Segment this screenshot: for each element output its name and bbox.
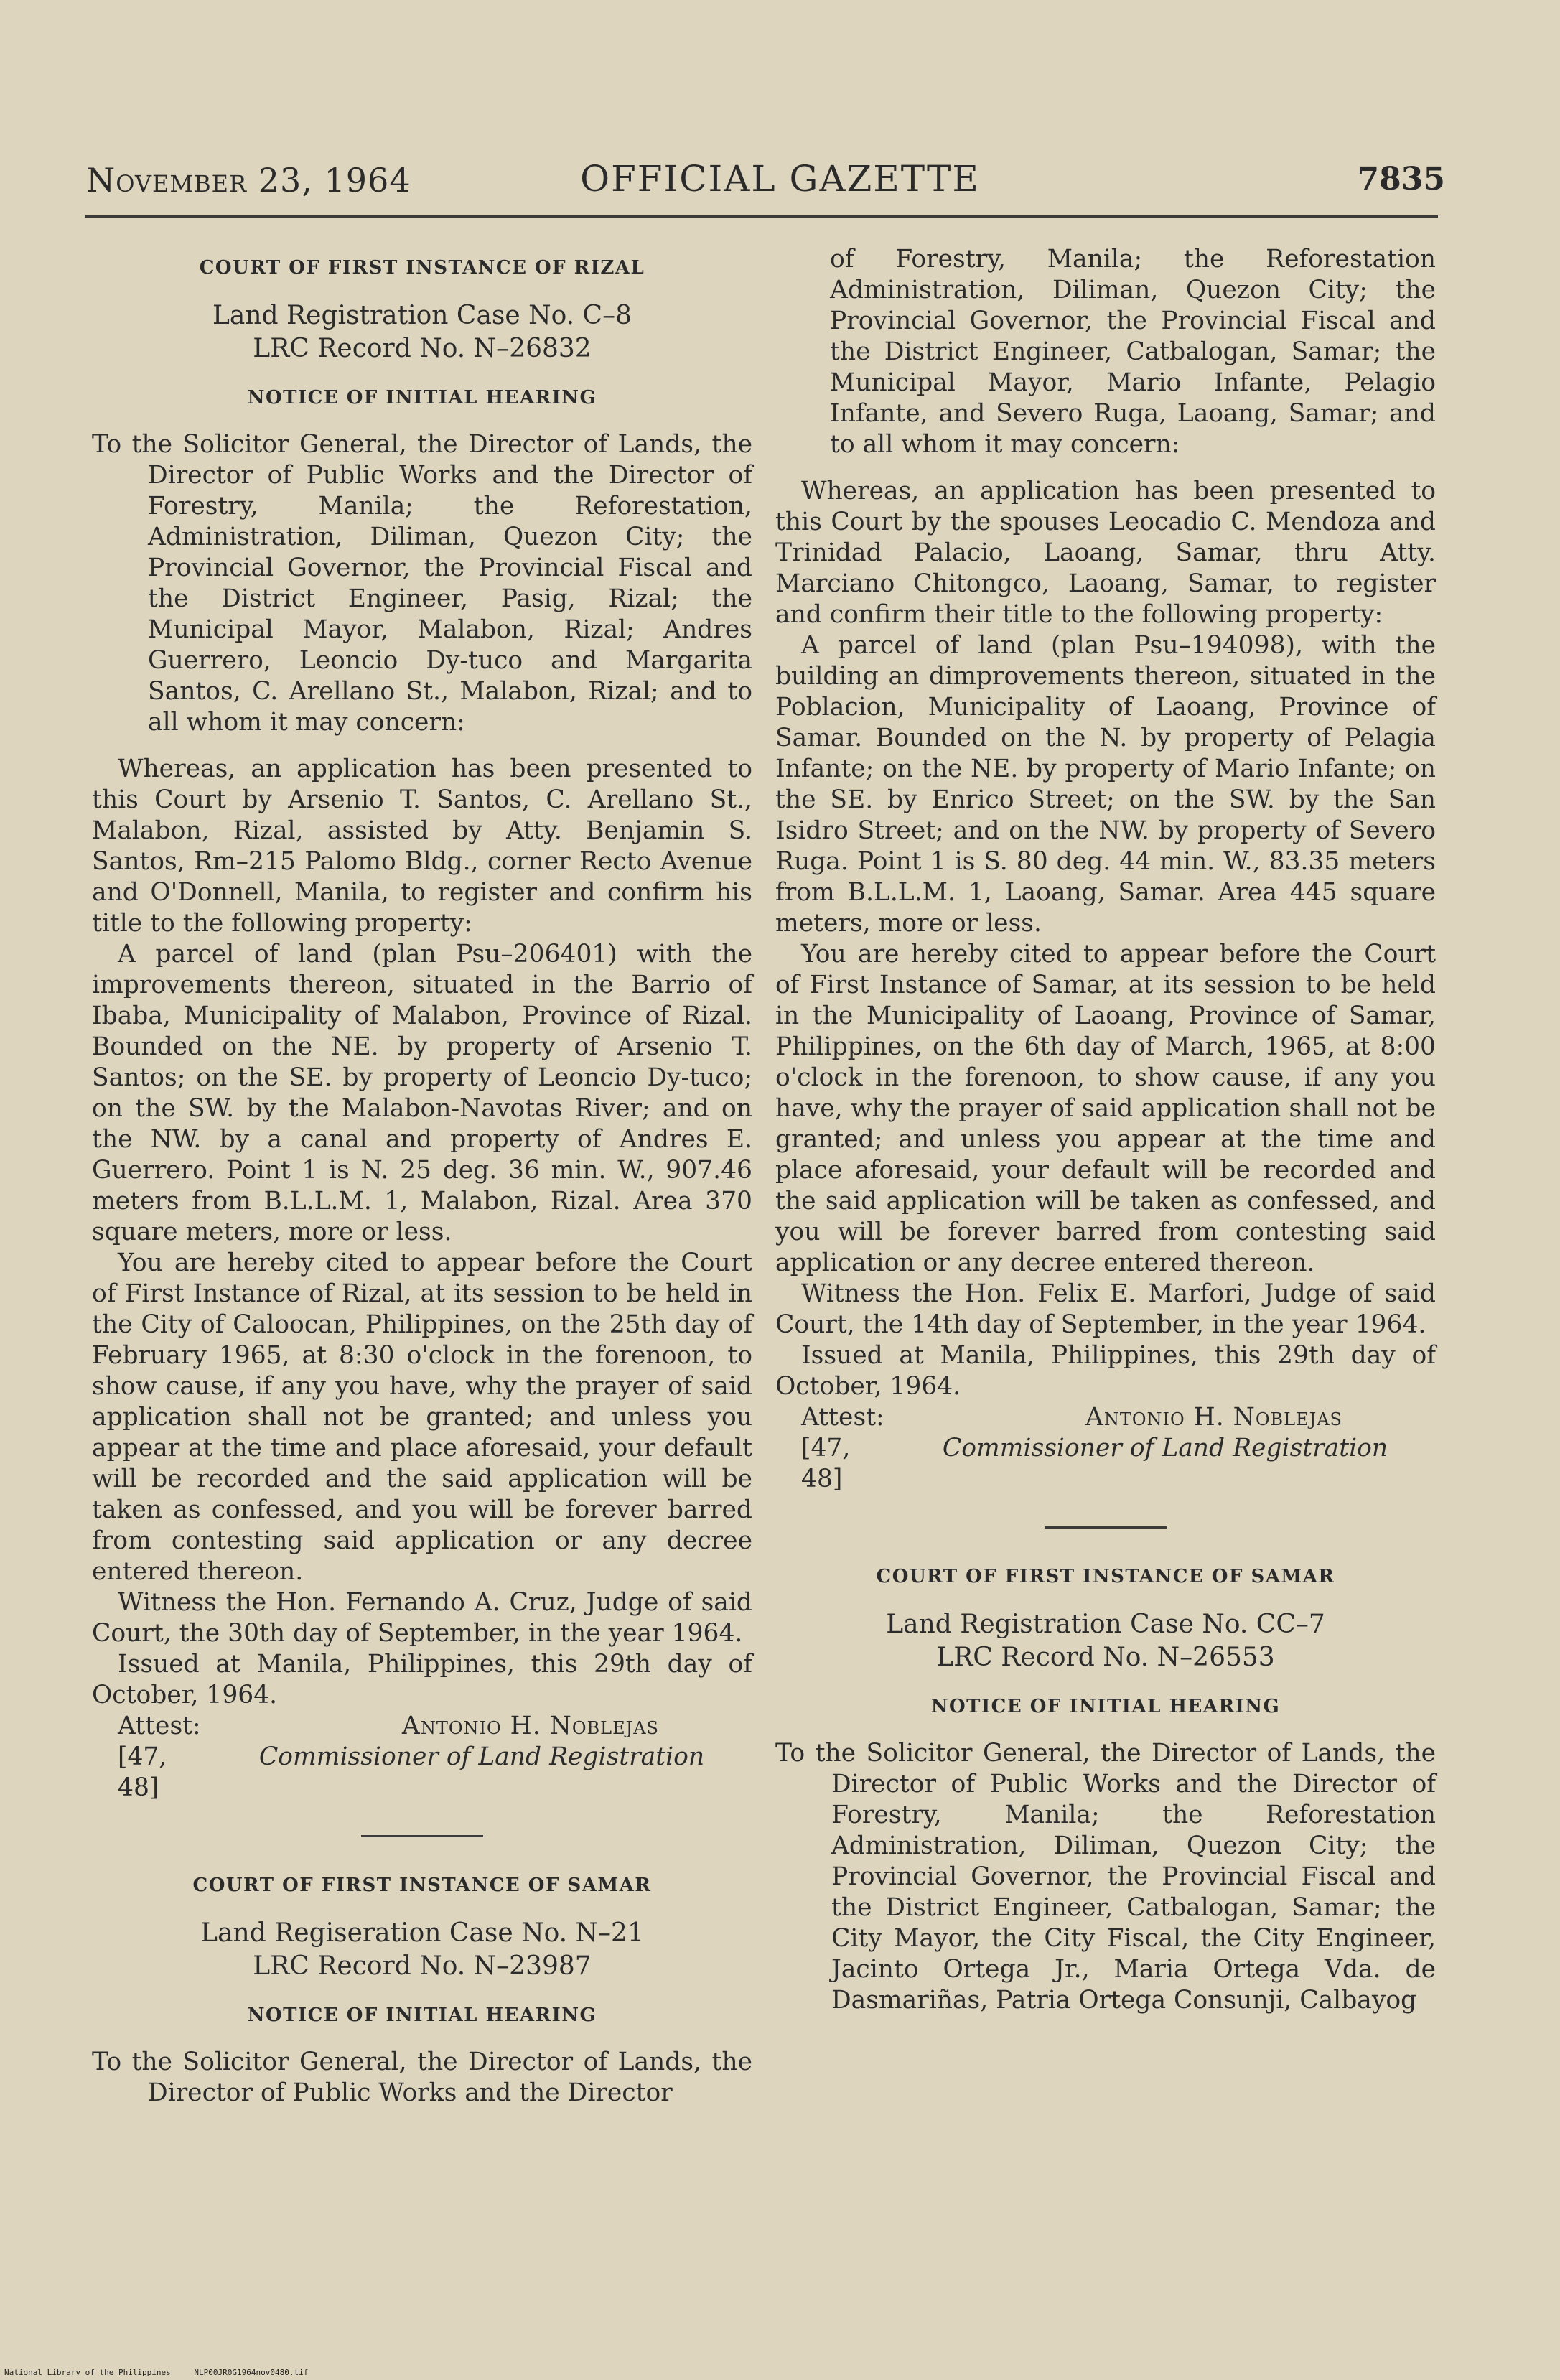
issue-date: November 23, 1964 xyxy=(86,161,411,200)
notice3-case: Land Registration Case No. CC–7 xyxy=(886,1610,1325,1639)
notice1-court: COURT OF FIRST INSTANCE OF RIZAL xyxy=(199,257,645,279)
notice2-parcel: A parcel of land (plan Psu–194098), with the building an dimprovements thereon, situated in the Poblacion, Municipality of Laoang, Province of Samar. Bounded on the N. by property of Pelagia Infante; on the NE. by property of Mario Infante; on the SE. by Enrico Street; on the SW. by the San Isidro Street; and on the NW. by property of Severo Ruga. Point 1 is S. 80 deg. 44 min. W., 83.35 meters from B.L.L.M. 1, Laoang, Samar. Area 445 square meters, more or less. xyxy=(775,631,1436,938)
notice2-court: COURT OF FIRST INSTANCE OF SAMAR xyxy=(192,1875,652,1896)
notice2-addressees-start: To the Solicitor General, the Director of Lands, the Director of Public Works and the Director xyxy=(92,2048,752,2107)
notice1-heading: NOTICE OF INITIAL HEARING xyxy=(247,387,597,409)
scan-footer xyxy=(4,2368,327,2377)
notice2-issued: Issued at Manila, Philippines, this 29th day of October, 1964. xyxy=(775,1341,1436,1401)
attest-label: Attest: xyxy=(118,1712,201,1740)
notice1-parcel: A parcel of land (plan Psu–206401) with the improvements thereon, situated in the Barrio of Ibaba, Municipality of Malabon, Province of Rizal. Bounded on the NE. by property of Arsenio T. Santos; on the SE. by property of Leoncio Dy-tuco; on the SW. by the Malabon-Navotas River; and on the NW. by a canal and property of Andres E. Guerrero. Point 1 is N. 25 deg. 36 min. W., 907.46 meters from B.L.L.M. 1, Malabon, Rizal. Area 370 square meters, more or less. xyxy=(92,940,752,1246)
notice1-attest xyxy=(92,1711,752,1742)
signatory-title: Commissioner of Land Registration xyxy=(258,1742,705,1771)
notice2-heading: NOTICE OF INITIAL HEARING xyxy=(247,2005,597,2026)
reference-number: [47, 48] xyxy=(801,1434,851,1493)
section-separator xyxy=(1045,1526,1167,1529)
notice1-witness: Witness the Hon. Fernando A. Cruz, Judge of said Court, the 30th day of September, in the year 1964. xyxy=(92,1588,752,1648)
left-column xyxy=(92,237,752,2109)
notice2-ref-line xyxy=(775,1433,1436,1495)
scan-filename: NLP00JR0G1964nov0480.tif xyxy=(194,2368,309,2377)
header-rule xyxy=(85,215,1438,218)
notice3-court: COURT OF FIRST INSTANCE OF SAMAR xyxy=(876,1566,1335,1587)
reference-number: [47, 48] xyxy=(118,1742,167,1802)
publication-title: OFFICIAL GAZETTE xyxy=(580,158,980,200)
notice2-witness: Witness the Hon. Felix E. Marfori, Judge of said Court, the 14th day of September, in the year 1964. xyxy=(775,1279,1436,1339)
notice3-heading: NOTICE OF INITIAL HEARING xyxy=(930,1696,1281,1717)
notice1-record: LRC Record No. N–26832 xyxy=(253,334,592,363)
notice1-addressees: To the Solicitor General, the Director of Lands, the Director of Public Works and the Director of Forestry, Manila; the Reforestation, Administration, Diliman, Quezon City; the Provincial Governor, the Provincial Fiscal and the District Engineer, Pasig, Rizal; the Municipal Mayor, Malabon, Rizal; Andres Guerrero, Leoncio Dy-tuco and Margarita Santos, C. Arellano St., Malabon, Rizal; and to all whom it may concern: xyxy=(92,430,752,737)
page-number: 7835 xyxy=(1357,161,1445,197)
notice2-addressees-cont: of Forestry, Manila; the Reforestation Administration, Diliman, Quezon City; the Provincial Governor, the Provincial Fiscal and the District Engineer, Catbalogan, Samar; the Municipal Mayor, Mario Infante, Pelagio Infante, and Severo Ruga, Laoang, Samar; and to all whom it may concern: xyxy=(830,245,1436,459)
notice1-case: Land Registration Case No. C–8 xyxy=(212,301,632,330)
notice1-issued: Issued at Manila, Philippines, this 29th day of October, 1964. xyxy=(92,1650,752,1709)
notice2-citation: You are hereby cited to appear before the Court of First Instance of Samar, at its session to be held in the Municipality of Laoang, Province of Samar, Philippines, on the 6th day of March, 1965, at 8:00 o'clock in the forenoon, to show cause, if any you have, why the prayer of said application shall not be granted; and unless you appear at the time and place aforesaid, your default will be recorded and the said application will be taken as confessed, and you will be forever barred from contesting said application or any decree entered thereon. xyxy=(775,940,1436,1277)
section-separator xyxy=(361,1835,483,1837)
library-credit: National Library of the Philippines xyxy=(4,2368,171,2377)
signatory-name: Antonio H. Noblejas xyxy=(1085,1403,1342,1432)
signatory-title: Commissioner of Land Registration xyxy=(942,1434,1388,1462)
right-column xyxy=(775,244,1436,2016)
notice1-whereas: Whereas, an application has been presented to this Court by Arsenio T. Santos, C. Arellano St., Malabon, Rizal, assisted by Atty. Benjamin S. Santos, Rm–215 Palomo Bldg., corner Recto Avenue and O'Donnell, Manila, to register and confirm his title to the following property: xyxy=(92,755,752,938)
notice2-record: LRC Record No. N–23987 xyxy=(253,1951,592,1981)
notice1-ref-line xyxy=(92,1742,752,1803)
notice3-addressees: To the Solicitor General, the Director of Lands, the Director of Public Works and the Director of Forestry, Manila; the Reforestation Administration, Diliman, Quezon City; the Provincial Governor, the Provincial Fiscal and the District Engineer, Catbalogan, Samar; the City Mayor, the City Fiscal, the City Engineer, Jacinto Ortega Jr., Maria Ortega Vda. de Dasmariñas, Patria Ortega Consunji, Calbayog xyxy=(775,1739,1436,2015)
signatory-name: Antonio H. Noblejas xyxy=(401,1712,659,1740)
notice3-record: LRC Record No. N–26553 xyxy=(936,1643,1275,1672)
notice2-attest xyxy=(775,1402,1436,1433)
notice2-whereas: Whereas, an application has been presented to this Court by the spouses Leocadio C. Mendoza and Trinidad Palacio, Laoang, Samar, thru Atty. Marciano Chitongco, Laoang, Samar, to register and confirm their title to the following property: xyxy=(775,477,1436,629)
attest-label: Attest: xyxy=(801,1403,884,1432)
notice1-citation: You are hereby cited to appear before the Court of First Instance of Rizal, at its session to be held in the City of Caloocan, Philippines, on the 25th day of February 1965, at 8:30 o'clock in the forenoon, to show cause, if any you have, why the prayer of said application shall not be granted; and unless you appear at the time and place aforesaid, your default will be recorded and the said application will be taken as confessed, and you will be forever barred from contesting said application or any decree entered thereon. xyxy=(92,1249,752,1586)
notice2-case: Land Regiseration Case No. N–21 xyxy=(200,1918,644,1948)
